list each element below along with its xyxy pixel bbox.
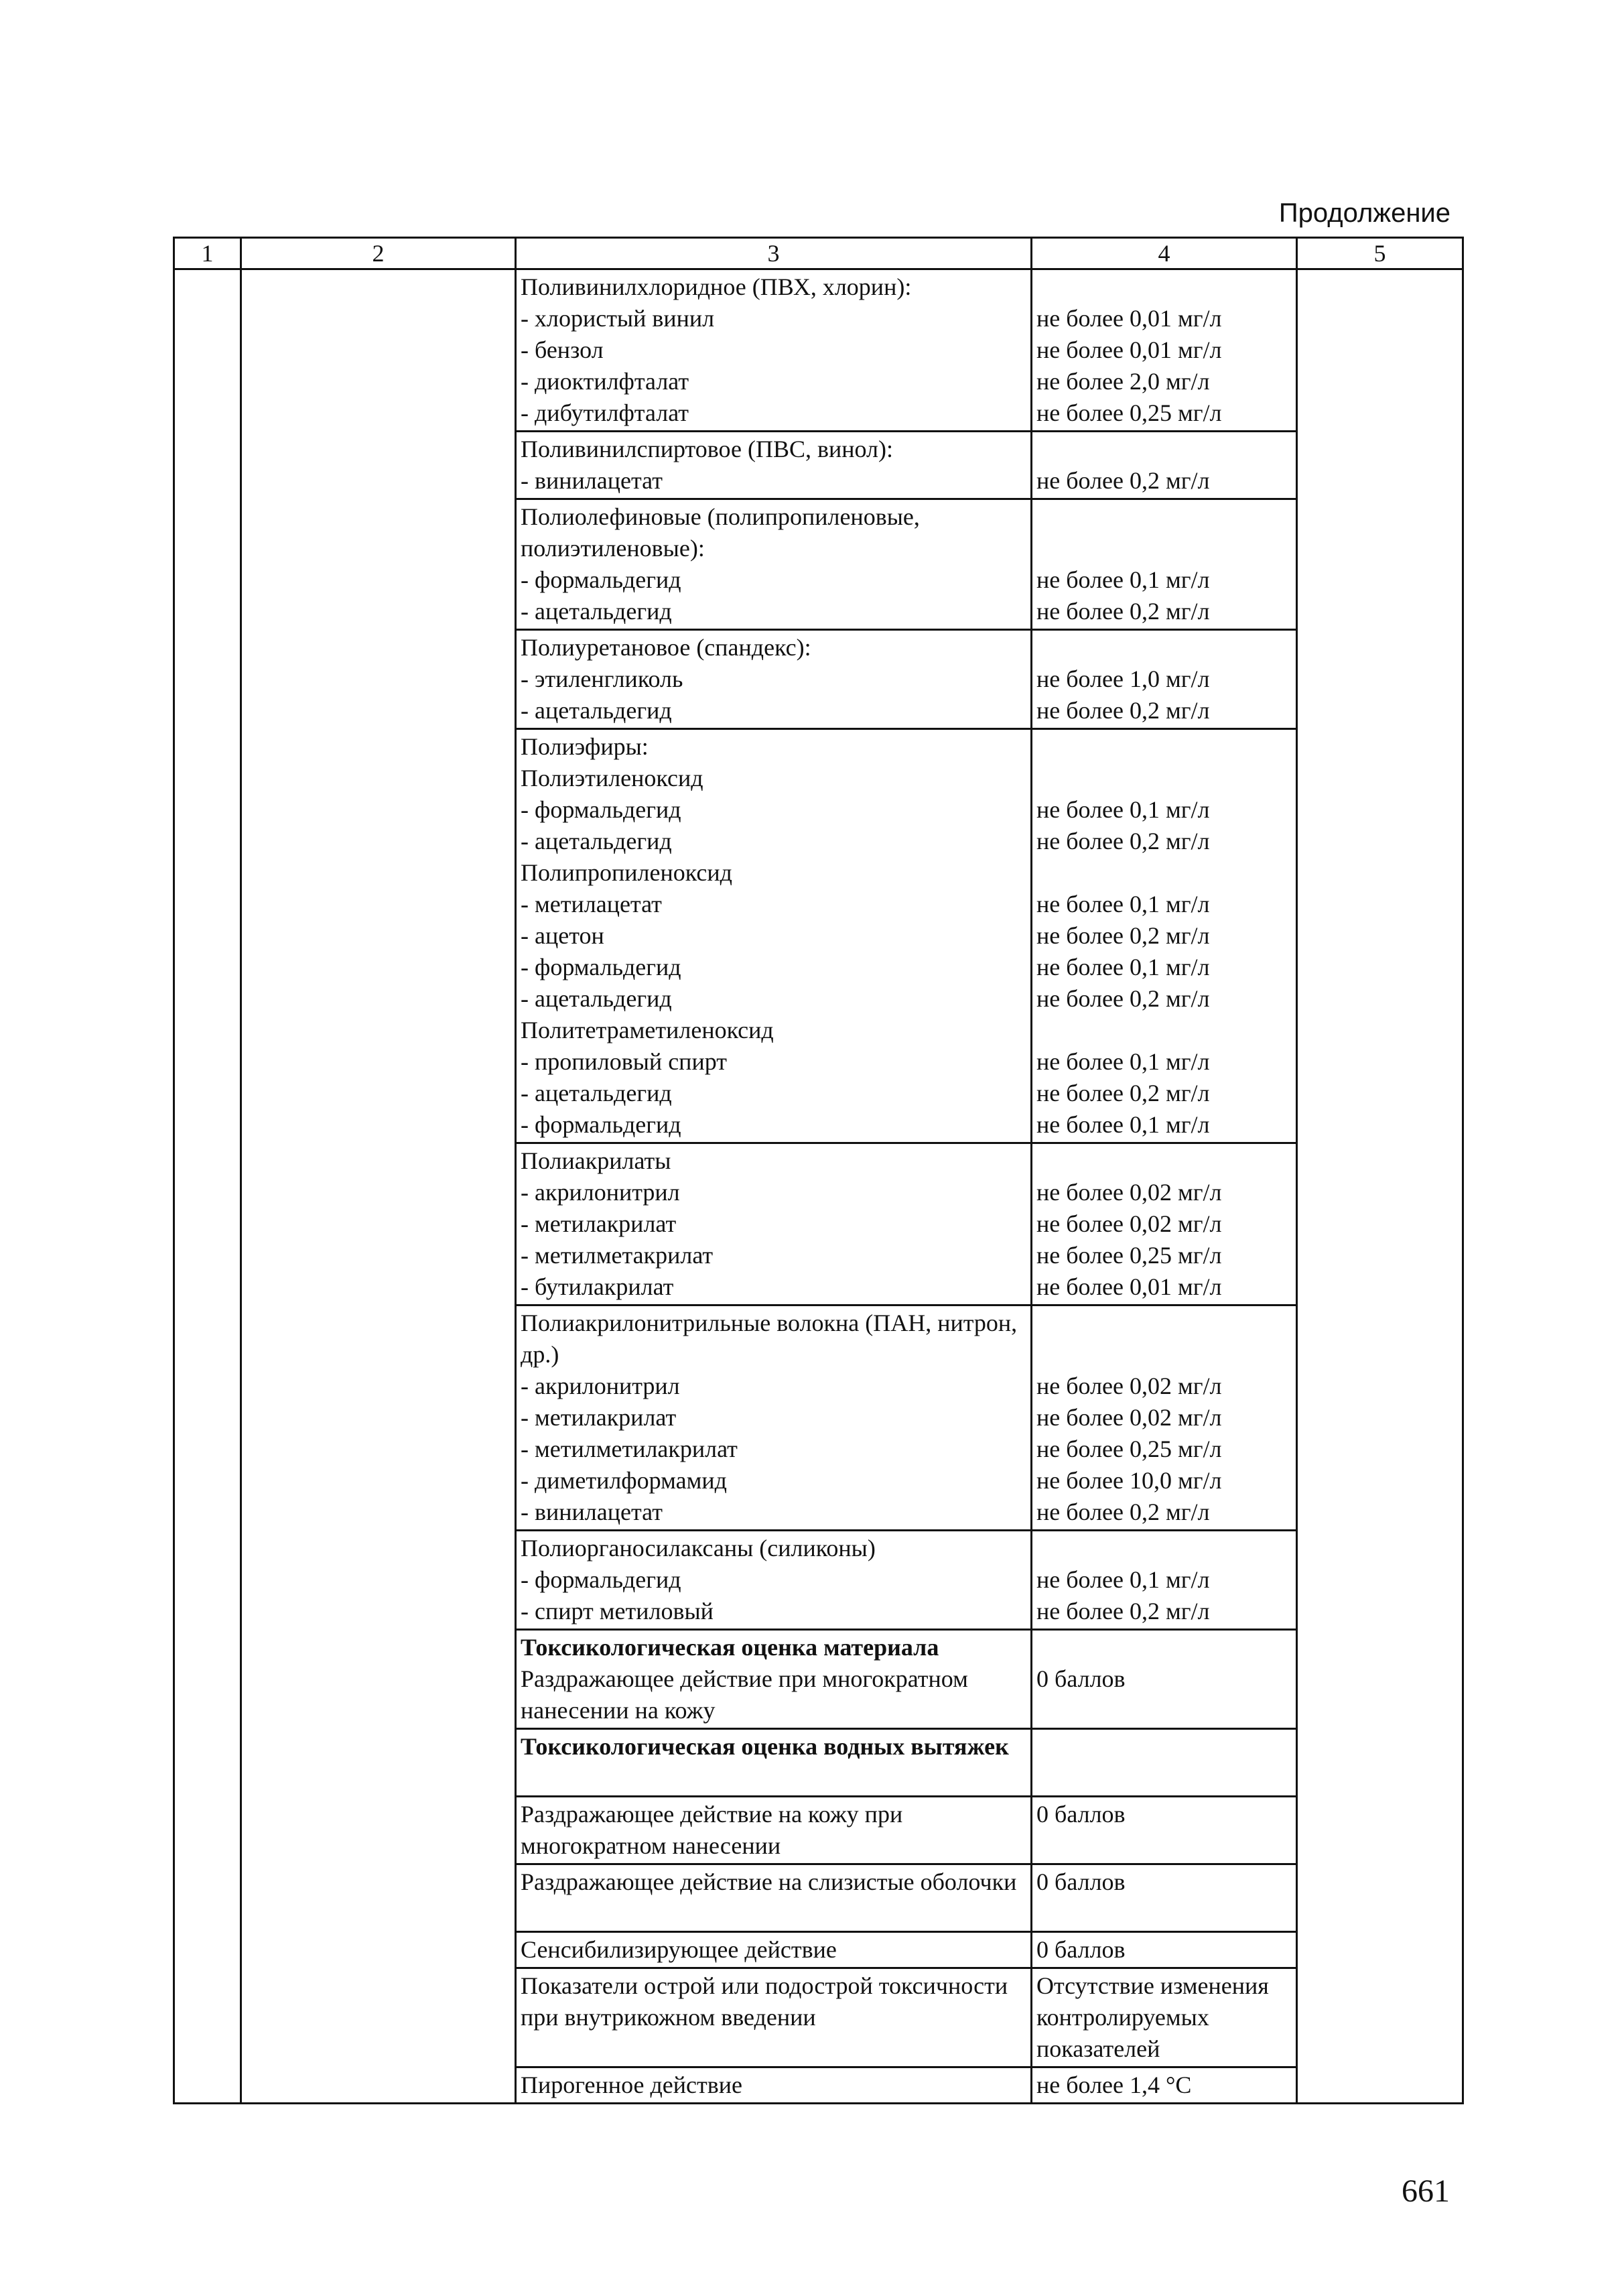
indicator-name: - этиленгликоль — [521, 665, 683, 692]
norm-value: не более 0,01 мг/л — [1036, 1273, 1222, 1300]
norm-value: не более 0,01 мг/л — [1036, 305, 1222, 332]
norm-value: 0 баллов — [1036, 1868, 1126, 1895]
column-number: 1 — [174, 238, 241, 269]
section-title: Полиуретановое (спандекс): — [521, 634, 811, 661]
norm-cell — [1032, 499, 1297, 630]
column-number: 5 — [1297, 238, 1463, 269]
norm-value: не более 0,2 мг/л — [1036, 1498, 1210, 1525]
indicator-cell — [516, 2067, 1032, 2104]
indicator-name: - пропиловый спирт — [521, 1048, 727, 1075]
indicator-cell — [516, 1305, 1032, 1531]
indicator-name: - формальдегид — [521, 566, 681, 593]
indicators-table — [173, 237, 1464, 2104]
indicator-cell — [516, 1932, 1032, 1968]
norm-cell — [1032, 1305, 1297, 1531]
norm-value: не более 0,25 мг/л — [1036, 1436, 1222, 1462]
norm-value: не более 0,1 мг/л — [1036, 1566, 1210, 1593]
norm-value: не более 0,2 мг/л — [1036, 922, 1210, 949]
section-title: Поливинилхлоридное (ПВХ, хлорин): — [521, 273, 912, 300]
indicator-name: - ацетальдегид — [521, 1080, 672, 1106]
column-1-cell — [174, 269, 241, 2104]
indicator-name: - формальдегид — [521, 954, 681, 980]
norm-cell — [1032, 729, 1297, 1143]
section-title: Полиолефиновые (полипропиленовые, полиэтиленовые): — [521, 503, 920, 562]
norm-value: не более 0,02 мг/л — [1036, 1179, 1222, 1206]
indicator-name: Раздражающее действие на кожу при многократном нанесении — [521, 1801, 903, 1859]
norm-value: не более 0,25 мг/л — [1036, 1242, 1222, 1269]
indicator-name: - диметилформамид — [521, 1467, 727, 1494]
indicator-name: - формальдегид — [521, 1566, 681, 1593]
indicator-name: - метилакрилат — [521, 1404, 677, 1431]
norm-value: 0 баллов — [1036, 1936, 1126, 1963]
norm-value: не более 0,2 мг/л — [1036, 697, 1210, 724]
indicator-name: Сенсибилизирующее действие — [521, 1936, 837, 1963]
indicator-cell — [516, 499, 1032, 630]
indicator-name: - ацетальдегид — [521, 985, 672, 1012]
norm-value: не более 0,1 мг/л — [1036, 796, 1210, 823]
column-number: 4 — [1032, 238, 1297, 269]
norm-cell — [1032, 2067, 1297, 2104]
section-title: Полиакрилонитрильные волокна (ПАН, нитрон, др.) — [521, 1310, 1018, 1368]
indicator-cell — [516, 1797, 1032, 1864]
indicator-cell — [516, 269, 1032, 432]
indicator-cell — [516, 1729, 1032, 1797]
norm-value: 0 баллов — [1036, 1665, 1126, 1692]
norm-value: не более 0,1 мг/л — [1036, 1048, 1210, 1075]
indicator-cell — [516, 1968, 1032, 2067]
norm-value: не более 0,2 мг/л — [1036, 1598, 1210, 1624]
indicator-cell — [516, 1630, 1032, 1729]
norm-value: не более 2,0 мг/л — [1036, 368, 1210, 395]
indicator-name: - ацетальдегид — [521, 697, 672, 724]
section-title: Поливинилспиртовое (ПВС, винол): — [521, 436, 893, 462]
norm-cell — [1032, 1932, 1297, 1968]
section-title: Токсикологическая оценка материала — [521, 1634, 939, 1661]
indicator-name: - дибутилфталат — [521, 399, 689, 426]
indicator-name: - спирт метиловый — [521, 1598, 714, 1624]
indicator-cell — [516, 630, 1032, 729]
norm-value: не более 0,02 мг/л — [1036, 1373, 1222, 1399]
norm-cell — [1032, 1729, 1297, 1797]
indicator-name: - винилацетат — [521, 467, 663, 494]
norm-cell — [1032, 1797, 1297, 1864]
indicator-name: - формальдегид — [521, 796, 681, 823]
table-row — [174, 269, 1463, 432]
norm-value: не более 0,2 мг/л — [1036, 828, 1210, 854]
indicator-name: - метилметилакрилат — [521, 1436, 738, 1462]
norm-cell — [1032, 1864, 1297, 1932]
column-5-cell — [1297, 269, 1463, 2104]
norm-value: не более 1,4 °С — [1036, 2071, 1192, 2098]
section-title: Полиакрилаты — [521, 1147, 671, 1174]
indicator-name: Пирогенное действие — [521, 2071, 742, 2098]
indicator-name: - акрилонитрил — [521, 1179, 680, 1206]
norm-value: не более 0,01 мг/л — [1036, 336, 1222, 363]
indicator-name: - винилацетат — [521, 1498, 663, 1525]
indicator-name: - акрилонитрил — [521, 1373, 680, 1399]
norm-cell — [1032, 630, 1297, 729]
norm-value: не более 0,1 мг/л — [1036, 566, 1210, 593]
norm-value: не более 0,2 мг/л — [1036, 467, 1210, 494]
norm-value: не более 0,1 мг/л — [1036, 1111, 1210, 1138]
norm-value: не более 10,0 мг/л — [1036, 1467, 1222, 1494]
norm-cell — [1032, 269, 1297, 432]
norm-cell — [1032, 1968, 1297, 2067]
indicator-name: - диоктилфталат — [521, 368, 689, 395]
norm-cell — [1032, 432, 1297, 499]
indicator-cell — [516, 1143, 1032, 1305]
indicator-cell — [516, 729, 1032, 1143]
norm-value: не более 0,1 мг/л — [1036, 891, 1210, 917]
indicator-name: - бутилакрилат — [521, 1273, 674, 1300]
group-name: Полиэтиленоксид — [521, 765, 703, 791]
indicator-name: Раздражающее действие на слизистые оболочки — [521, 1868, 1017, 1895]
norm-value: не более 0,2 мг/л — [1036, 1080, 1210, 1106]
continuation-label: Продолжение — [1278, 198, 1450, 228]
indicator-name: Раздражающее действие при многократном нанесении на кожу — [521, 1665, 968, 1724]
norm-value: Отсутствие изменения контролируемых показателей — [1036, 1972, 1269, 2062]
indicator-cell — [516, 432, 1032, 499]
column-numbers-row — [174, 238, 1463, 269]
section-title: Полиорганосилаксаны (силиконы) — [521, 1535, 876, 1561]
group-name: Политетраметиленоксид — [521, 1017, 774, 1043]
norm-cell — [1032, 1531, 1297, 1630]
indicator-name: - хлористый винил — [521, 305, 715, 332]
indicator-name: - бензол — [521, 336, 604, 363]
indicator-name: - ацетальдегид — [521, 598, 672, 625]
norm-cell — [1032, 1630, 1297, 1729]
column-2-cell — [241, 269, 516, 2104]
indicator-name: - метилацетат — [521, 891, 662, 917]
indicator-name: Показатели острой или подострой токсичности при внутрикожном введении — [521, 1972, 1008, 2031]
group-name: Полипропиленоксид — [521, 859, 732, 886]
section-title: Полиэфиры: — [521, 733, 649, 760]
norm-value: не более 0,1 мг/л — [1036, 954, 1210, 980]
indicator-cell — [516, 1531, 1032, 1630]
norm-value: не более 0,02 мг/л — [1036, 1210, 1222, 1237]
norm-value: не более 0,25 мг/л — [1036, 399, 1222, 426]
indicator-name: - метилакрилат — [521, 1210, 677, 1237]
column-number: 2 — [241, 238, 516, 269]
norm-value: 0 баллов — [1036, 1801, 1126, 1828]
page-number: 661 — [1402, 2173, 1450, 2209]
norm-value: не более 0,02 мг/л — [1036, 1404, 1222, 1431]
column-number: 3 — [516, 238, 1032, 269]
indicator-name: - метилметакрилат — [521, 1242, 714, 1269]
norm-value: не более 1,0 мг/л — [1036, 665, 1210, 692]
norm-value: не более 0,2 мг/л — [1036, 598, 1210, 625]
norm-value: не более 0,2 мг/л — [1036, 985, 1210, 1012]
indicator-cell — [516, 1864, 1032, 1932]
indicator-name: - формальдегид — [521, 1111, 681, 1138]
indicator-name: - ацетон — [521, 922, 604, 949]
norm-cell — [1032, 1143, 1297, 1305]
indicator-name: - ацетальдегид — [521, 828, 672, 854]
section-title: Токсикологическая оценка водных вытяжек — [521, 1733, 1009, 1760]
